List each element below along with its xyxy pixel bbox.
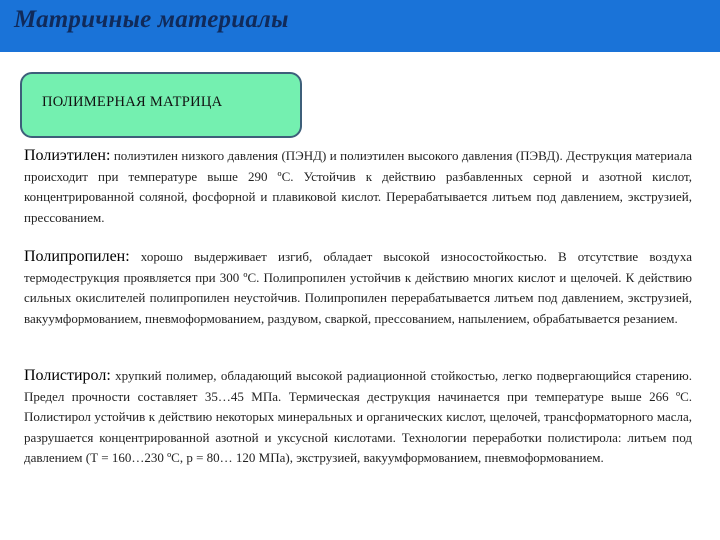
polymer-matrix-label: ПОЛИМЕРНАЯ МАТРИЦА [42, 94, 223, 110]
polyethylene-description: полиэтилен низкого давления (ПЭНД) и полиэтилен высокого давления (ПЭВД). Деструкция материала происходит при температуре выше 290 ºС. Устойчив к действию разбавленных серной и азотной кислот, концентрированной соляной, фосфорной и плавиковой кислот. Перерабатывается литьем под давлением, экструзией, прессованием. [24, 148, 692, 225]
polypropylene-term: Полипропилен: [24, 248, 130, 265]
polyethylene-paragraph [24, 146, 692, 228]
slide-title: Матричные материалы [14, 6, 289, 33]
polyethylene-term: Полиэтилен: [24, 147, 111, 164]
polystyrene-term: Полистирол: [24, 367, 111, 384]
polystyrene-description: хрупкий полимер, обладающий высокой радиационной стойкостью, легко подвергающийся старению. Предел прочности составляет 35…45 МПа. Термическая деструкция начинается при температуре выше 266 ºС. Полистирол устойчив к действию некоторых минеральных и органических кислот, щелочей, трансформаторного масла, разрушается концентрированной азотной и уксусной кислотами. Технологии переработки полистирола: литьем под давлением (Т = 160…230 ºС, р = 80… 120 МПа), экструзией, вакуумформованием, пневмоформованием. [24, 368, 692, 465]
title-bar [0, 0, 720, 52]
polypropylene-description: хорошо выдерживает изгиб, обладает высокой износостойкостью. В отсутствие воздуха термодеструкция проявляется при 300 ºС. Полипропилен устойчив к действию многих кислот и щелочей. К действию сильных окислителей полипропилен неустойчив. Полипропилен перерабатывается литьем под давлением, экструзией, вакуумформованием, пневмоформованием, раздувом, сваркой, прессованием, напылением, обрабатывается резанием. [24, 249, 692, 326]
polypropylene-paragraph [24, 247, 692, 329]
polystyrene-paragraph [24, 366, 692, 469]
polymer-matrix-box [20, 72, 302, 138]
